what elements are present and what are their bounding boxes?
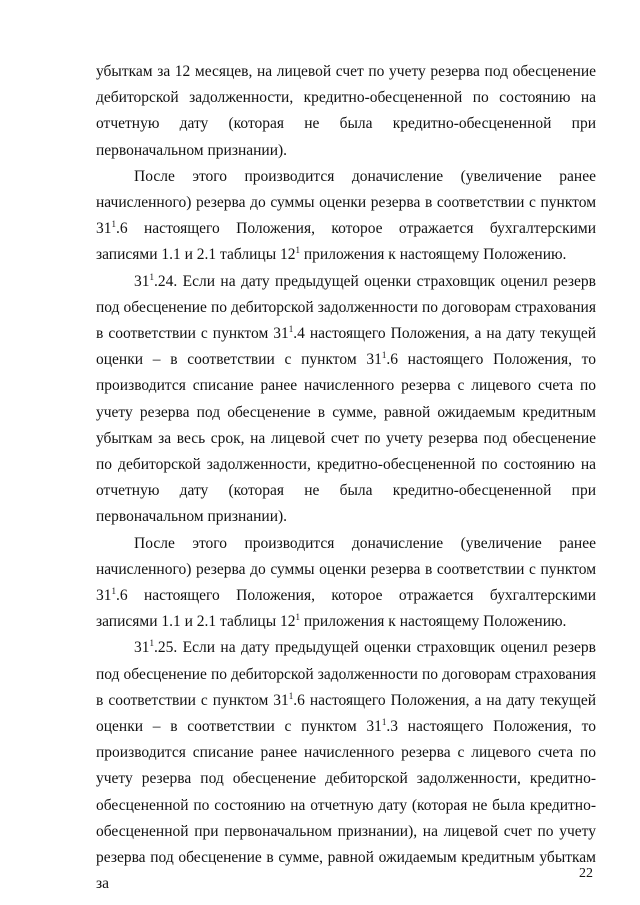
document-body	[96, 59, 596, 898]
page-number: 22	[579, 866, 593, 881]
superscript: 1	[295, 245, 301, 256]
superscript: 1	[111, 586, 116, 597]
paragraph-text: .24. Если на дату предыдущей оценки страховщик оценил резерв под обесценение по дебиторской задолженности по договорам страхования в соответствии с пунктом 31	[96, 272, 596, 343]
superscript: 1	[288, 324, 294, 335]
superscript: 1	[111, 219, 116, 230]
paragraph-text: .6 настоящего Положения, а на дату текущей оценки – в соответствии с пунктом 31	[96, 691, 596, 736]
paragraph-text: приложения к настоящему Положению.	[300, 613, 567, 631]
paragraph-text: После этого производится доначисление (увеличение ранее начисленного) резерва до суммы оценки резерва в соответствии с пунктом 31	[96, 167, 596, 238]
paragraph	[96, 635, 596, 897]
paragraph-text: .6 настоящего Положения, то производится списание ранее начисленного резерва с лицевого счета по учету резерва под обесценение в сумме, равной ожидаемым кредитным убыткам за весь срок, на лицевой счет по учету резерва под обесценение по дебиторской задолженности, кредитно-обесцененной по состоянию на отчетную дату (которая не была кредитно-обесцененной при первоначальном признании).	[96, 351, 596, 526]
superscript: 1	[381, 350, 387, 361]
superscript: 1	[381, 717, 387, 728]
paragraph	[96, 164, 596, 269]
paragraph-text: После этого производится доначисление (увеличение ранее начисленного) резерва до суммы оценки резерва в соответствии с пунктом 31	[96, 534, 596, 605]
paragraph-text: .6 настоящего Положения, которое отражается бухгалтерскими записями 1.1 и 2.1 таблицы 12	[96, 587, 596, 631]
paragraph-text: .3 настоящего Положения, то производится списание ранее начисленного резерва с лицевого счета по учету резерва под обесценение дебиторской задолженности, кредитно-обесцененной по состоянию на отчетную дату (которая не была кредитно-обесцененной при первоначальном признании), на лицевой счет по учету резерва под обесценение в сумме, равной ожидаемым кредитным убыткам за	[96, 718, 596, 893]
paragraph-text: 31	[134, 639, 150, 657]
superscript: 1	[288, 690, 294, 701]
superscript: 1	[295, 612, 301, 623]
paragraph-text: приложения к настоящему Положению.	[300, 246, 567, 264]
paragraph-text: 31	[134, 272, 150, 290]
paragraph	[96, 269, 596, 531]
paragraph-text: .25. Если на дату предыдущей оценки страховщик оценил резерв под обесценение по дебиторской задолженности по договорам страхования в соответствии с пунктом 31	[96, 639, 596, 709]
paragraph-text: .4 настоящего Положения, а на дату текущей оценки – в соответствии с пунктом 31	[96, 325, 596, 369]
paragraph-text: .6 настоящего Положения, которое отражается бухгалтерскими записями 1.1 и 2.1 таблицы 12	[96, 220, 596, 264]
superscript: 1	[149, 638, 154, 649]
paragraph	[96, 531, 596, 636]
superscript: 1	[149, 271, 154, 282]
paragraph	[96, 59, 596, 164]
paragraph-text: убыткам за 12 месяцев, на лицевой счет по учету резерва под обесценение дебиторской задолженности, кредитно-обесцененной по состоянию на отчетную дату (которая не была кредитно-обесцененной при первоначальном признании).	[96, 63, 596, 159]
